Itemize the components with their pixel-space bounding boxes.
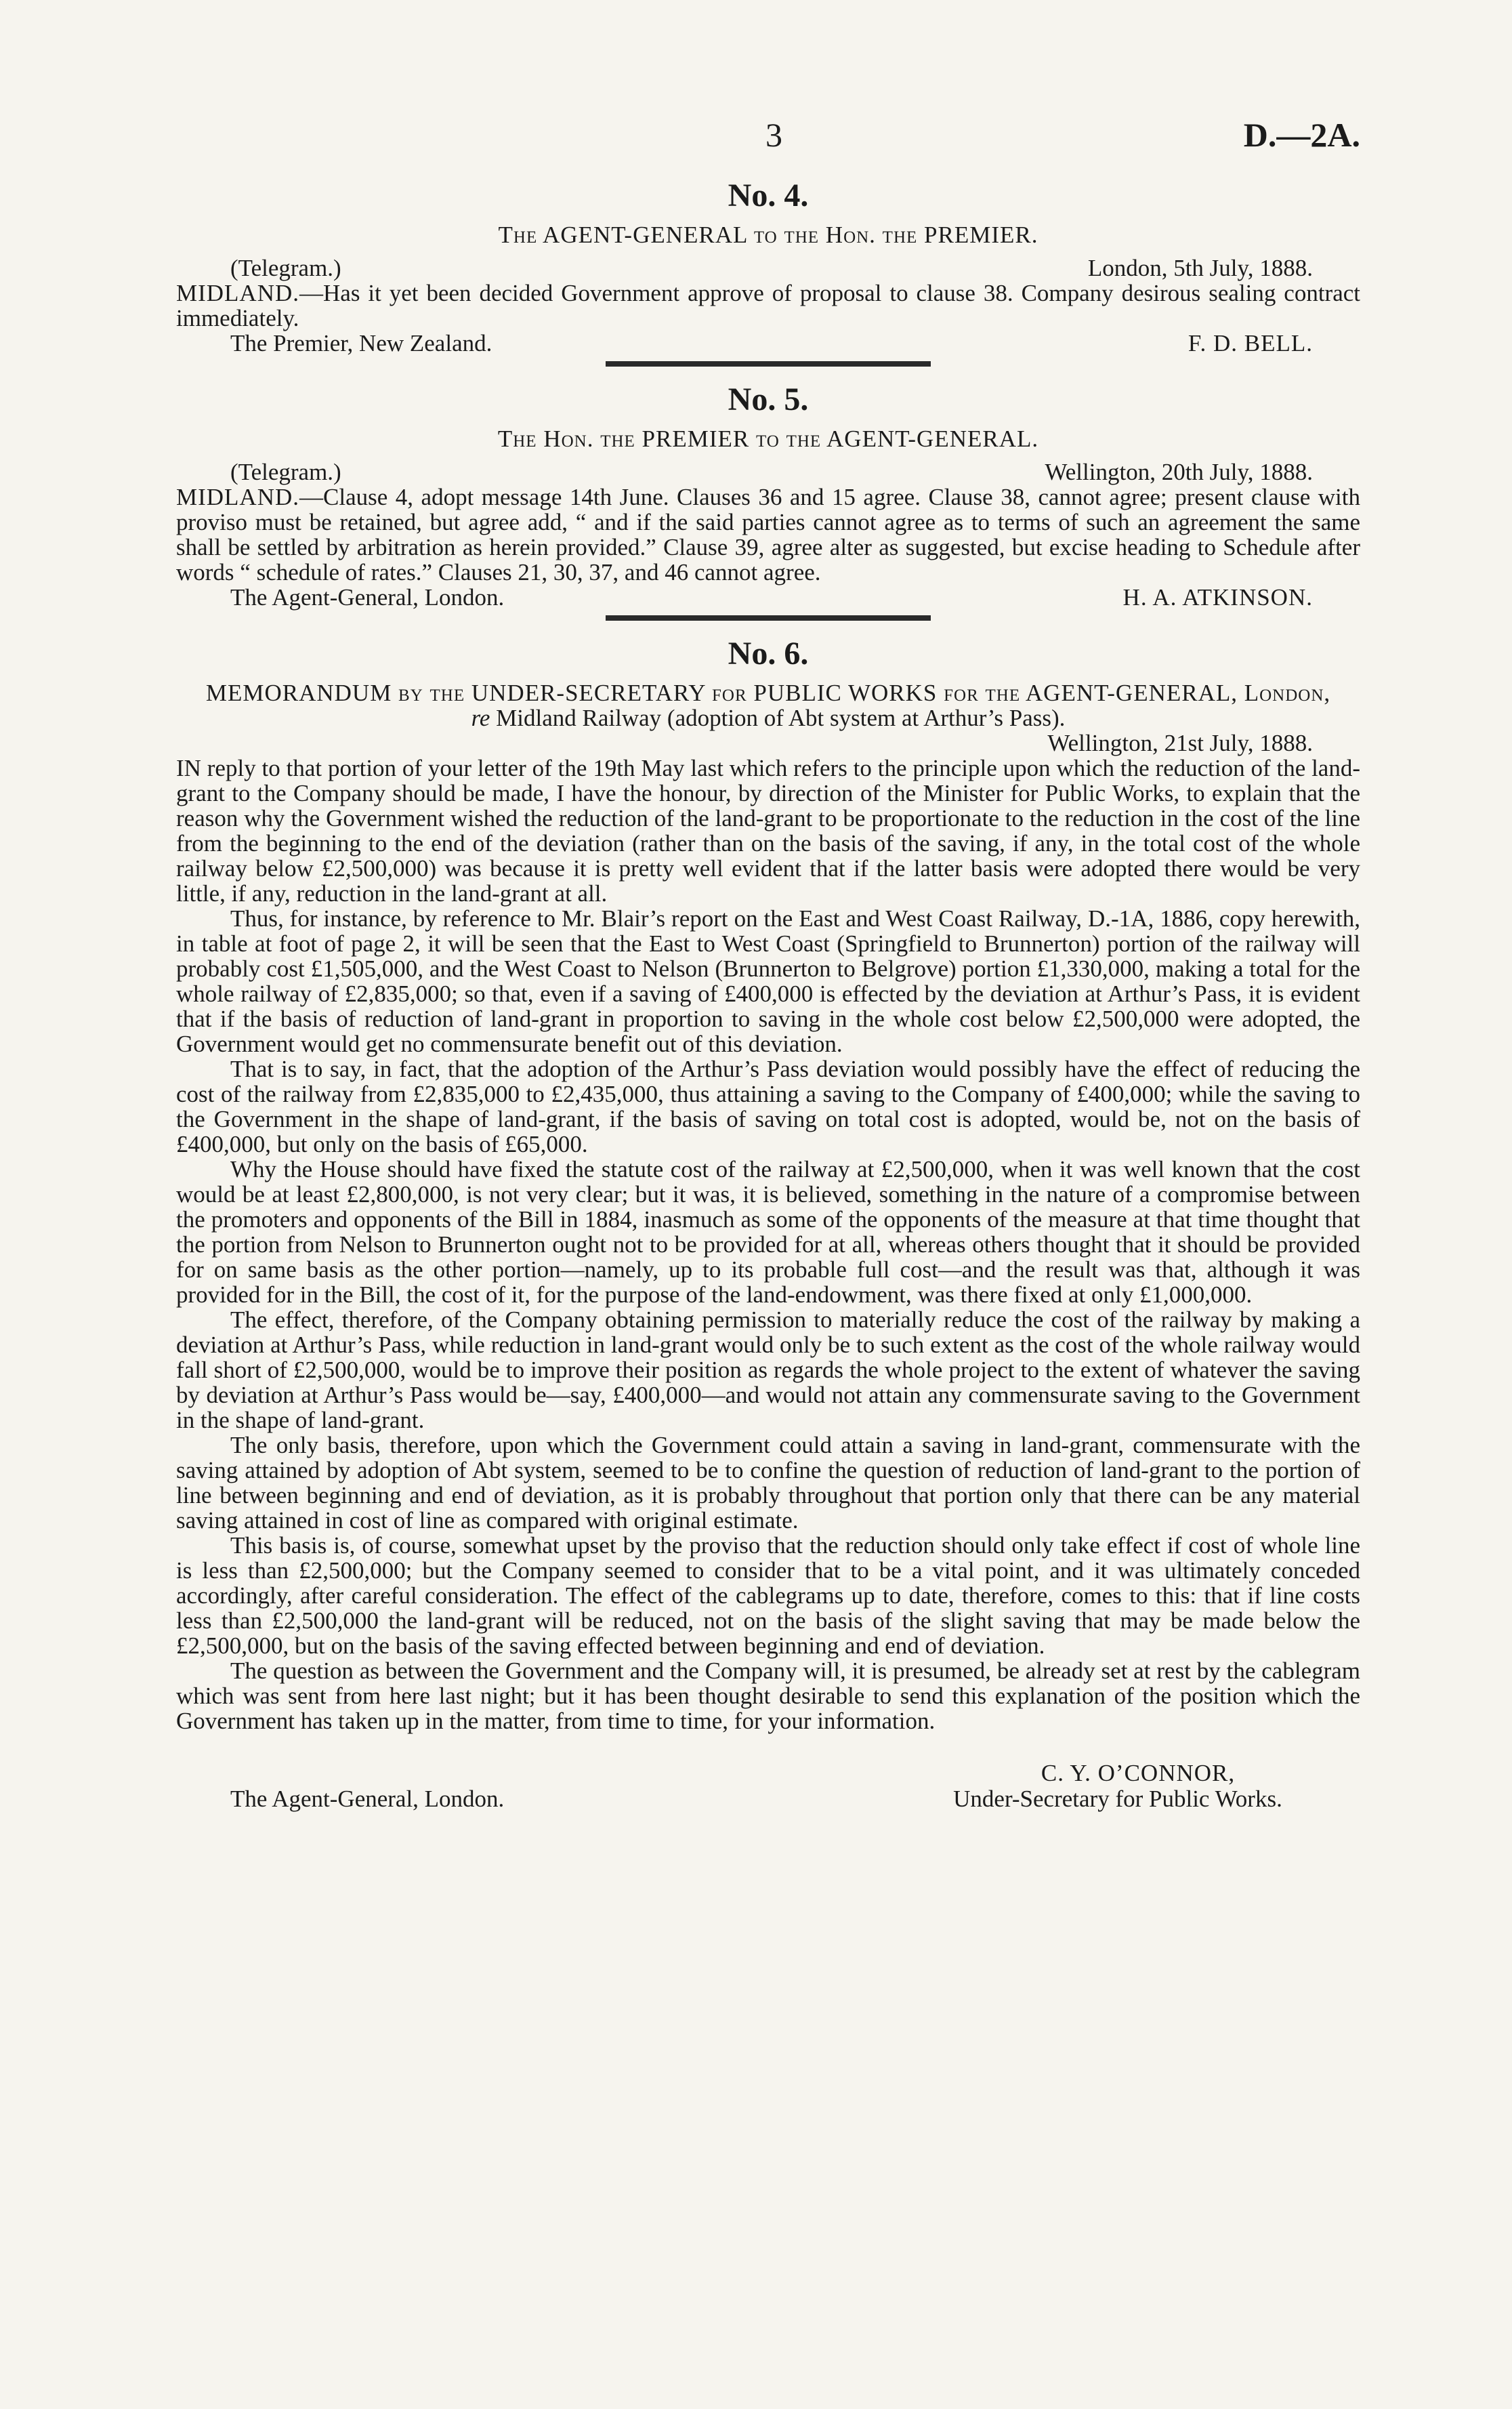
section-subheading: The AGENT-GENERAL to the Hon. the PREMIER. bbox=[498, 222, 1038, 248]
memo-title-line-1: MEMORANDUM by the UNDER-SECRETARY for PUBLIC WORKS for the AGENT-GENERAL, London, bbox=[205, 680, 1331, 706]
addressee: The Premier, New Zealand. bbox=[230, 330, 492, 356]
section-no-6 bbox=[176, 634, 1360, 1821]
document-page bbox=[176, 115, 1360, 1821]
memo-body bbox=[176, 756, 1360, 1733]
memo-title bbox=[176, 680, 1360, 730]
page-number: 3 bbox=[765, 116, 782, 154]
place-date: London, 5th July, 1888. bbox=[1087, 255, 1313, 281]
signature: F. D. BELL. bbox=[1188, 330, 1313, 356]
section-subheading: The Hon. the PREMIER to the AGENT-GENERAL. bbox=[497, 426, 1039, 452]
memo-paragraph: The effect, therefore, of the Company obtaining permission to materially reduce the cost of the railway by making a deviation at Arthur’s Pass, while reduction in land-grant would only be to such extent as the cost of the whole railway would fall short of £2,500,000, would be to improve their position as regards the whole project to the extent of whatever the saving by deviation at Arthur’s Pass would be—say, £400,000—and would not attain any commensurate saving to the Government in the shape of land-grant. bbox=[176, 1306, 1360, 1433]
signatory-title: Under-Secretary for Public Works. bbox=[953, 1786, 1282, 1812]
telegram-type: (Telegram.) bbox=[230, 459, 341, 485]
memo-signature-block bbox=[176, 1761, 1360, 1821]
memo-paragraph: The only basis, therefore, upon which the Government could attain a saving in land-grant, commensurate with the saving attained by adoption of Abt system, seemed to be to confine the question of reduction of land-grant to the portion of line between beginning and end of deviation, as it is probably throughout that portion only that there can be any material saving attained in cost of line as compared with original estimate. bbox=[176, 1432, 1360, 1533]
section-heading: No. 5. bbox=[728, 382, 809, 417]
telegram-body bbox=[176, 281, 1360, 331]
memo-title-subject: Midland Railway (adoption of Abt system at Arthur’s Pass). bbox=[490, 705, 1066, 731]
telegram-text: —Clause 4, adopt message 14th June. Clauses 36 and 15 agree. Clause 38, cannot agree; present clause with proviso must be retained, but agree add, “ and if the said parties cannot agree as to terms of such an agreement the same shall be settled by arbitration as herein provided.” Clause 39, agree alter as suggested, but excise heading to Schedule after words “ schedule of rates.” Clauses 21, 30, 37, and 46 cannot agree. bbox=[176, 484, 1360, 585]
telegram-lead: MIDLAND. bbox=[176, 484, 300, 510]
telegram-body bbox=[176, 485, 1360, 585]
place-date: Wellington, 20th July, 1888. bbox=[1045, 459, 1313, 485]
memo-paragraph: This basis is, of course, somewhat upset by the proviso that the reduction should only take effect if cost of whole line is less than £2,500,000; but the Company seemed to consider that to be a vital point, and it was ultimately conceded accordingly, after careful consideration. The effect of the cablegrams up to date, therefore, comes to this: that if line costs less than £2,500,000 the land-grant will be reduced, not on the basis of the slight saving that may be made below the £2,500,000, but on the basis of the saving effected between beginning and end of deviation. bbox=[176, 1532, 1360, 1659]
telegram-meta bbox=[176, 255, 1360, 281]
telegram-footer bbox=[176, 331, 1360, 356]
memo-paragraph: IN reply to that portion of your letter of the 19th May last which refers to the principle upon which the reduction of the land-grant to the Company should be made, I have the honour, by direction of the Minister for Public Works, to explain that the reason why the Government wished the reduction of the land-grant to be proportionate to the reduction in the cost of the line from the beginning to the end of the deviation (rather than on the basis of the saving, if any, in the total cost of the whole railway below £2,500,000) was because it is pretty well evident that if the latter basis were adopted there would be very little, if any, reduction in the land-grant at all. bbox=[176, 755, 1360, 907]
addressee: The Agent-General, London. bbox=[230, 584, 505, 611]
addressee: The Agent-General, London. bbox=[230, 1786, 505, 1812]
memo-paragraph: Thus, for instance, by reference to Mr. Blair’s report on the East and West Coast Railway, D.-1A, 1886, copy herewith, in table at foot of page 2, it will be seen that the East to West Coast (Springfield to Brunnerton) portion of the railway will probably cost £1,505,000, and the West Coast to Nelson (Brunnerton to Belgrove) portion £1,330,000, making a total for the whole railway of £2,835,000; so that, even if a saving of £400,000 is effected by the deviation at Arthur’s Pass, it is evident that if the basis of reduction of land-grant in proportion to saving in the whole cost below £2,500,000 were adopted, the Government would get no commensurate benefit out of this deviation. bbox=[176, 905, 1360, 1057]
telegram-lead: MIDLAND. bbox=[176, 280, 300, 306]
signatory-name: C. Y. O’CONNOR, bbox=[1041, 1760, 1236, 1786]
telegram-footer bbox=[176, 585, 1360, 610]
memo-paragraph: That is to say, in fact, that the adoption of the Arthur’s Pass deviation would possibly have the effect of reducing the cost of the railway from £2,835,000 to £2,435,000, thus attaining a saving to the Company of £400,000; while the saving to the Government in the shape of land-grant, if the basis of saving on total cost is adopted, would be, not on the basis of £400,000, but only on the basis of £65,000. bbox=[176, 1056, 1360, 1157]
place-date: Wellington, 21st July, 1888. bbox=[1047, 730, 1313, 756]
section-divider bbox=[606, 361, 931, 367]
signature: H. A. ATKINSON. bbox=[1122, 584, 1313, 611]
section-divider bbox=[606, 615, 931, 621]
telegram-text: —Has it yet been decided Government approve of proposal to clause 38. Company desirous sealing contract immediately. bbox=[176, 280, 1360, 331]
memo-title-line-2 bbox=[176, 705, 1360, 730]
section-heading: No. 6. bbox=[728, 636, 809, 672]
section-no-4 bbox=[176, 176, 1360, 367]
telegram-meta bbox=[176, 459, 1360, 485]
memo-title-re: re bbox=[471, 705, 490, 731]
section-heading: No. 4. bbox=[728, 178, 809, 213]
telegram-type: (Telegram.) bbox=[230, 255, 341, 281]
memo-paragraph: The question as between the Government and the Company will, it is presumed, be already set at rest by the cablegram which was sent from here last night; but it has been thought desirable to send this explanation of the position which the Government has taken up in the matter, from time to time, for your information. bbox=[176, 1658, 1360, 1734]
section-no-5 bbox=[176, 380, 1360, 621]
memo-paragraph: Why the House should have fixed the statute cost of the railway at £2,500,000, when it was well known that the cost would be at least £2,800,000, is not very clear; but it was, it is believed, something in the nature of a compromise between the promoters and opponents of the Bill in 1884, inasmuch as some of the opponents of the measure at that time thought that the portion from Nelson to Brunnerton ought not to be provided for at all, whereas others thought that it should be provided for on same basis as the other portion—namely, up to its probable full cost—and the result was that, although it was provided for in the Bill, the cost of it, for the purpose of the land-endowment, was there fixed at only £1,000,000. bbox=[176, 1156, 1360, 1308]
document-reference: D.—2A. bbox=[1243, 116, 1360, 154]
memo-meta bbox=[176, 730, 1360, 756]
page-header bbox=[176, 115, 1360, 176]
